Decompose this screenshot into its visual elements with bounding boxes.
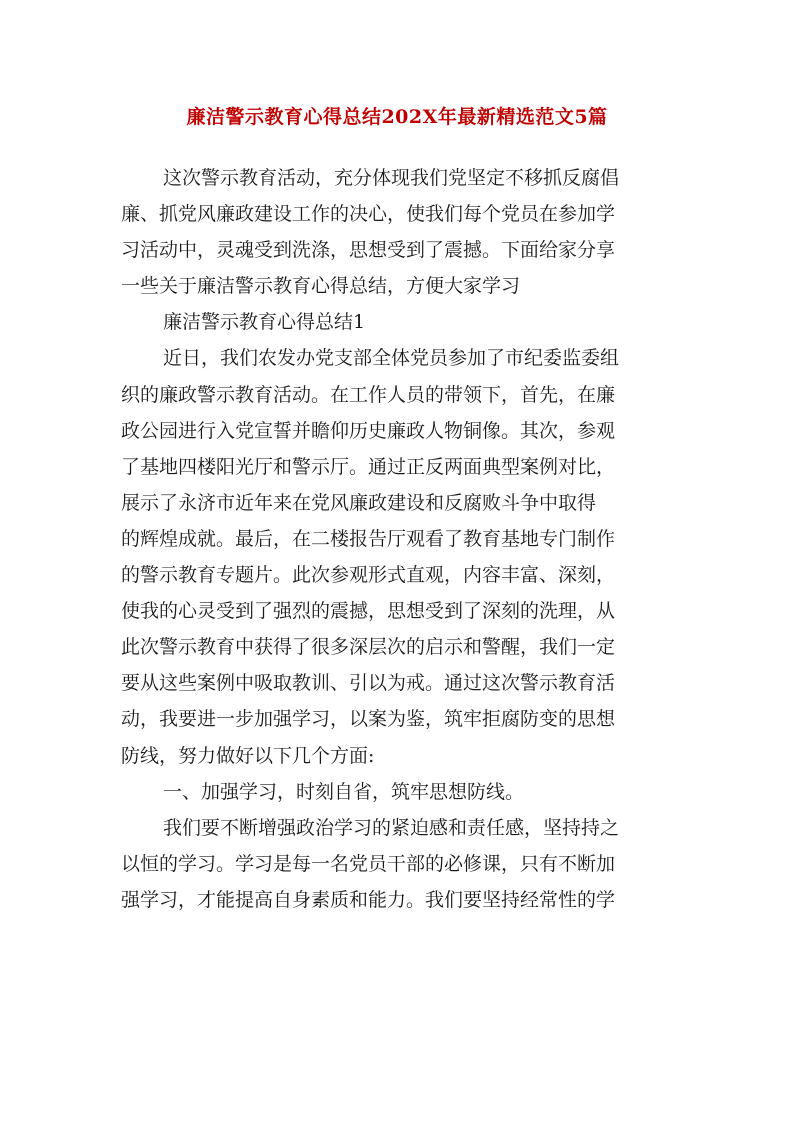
paragraph-line: 使我的心灵受到了强烈的震撼，思想受到了深刻的洗理，从 [121, 600, 616, 623]
paragraph-line: 强学习，才能提高自身素质和能力。我们要坚持经常性的学 [121, 888, 616, 911]
paragraph-line: 我们要不断增强政治学习的紧迫感和责任感，坚持持之 [163, 816, 620, 839]
paragraph-line: 近日，我们农发办党支部全体党员参加了市纪委监委组 [163, 347, 620, 370]
paragraph-line: 以恒的学习。学习是每一名党员干部的必修课，只有不断加 [121, 852, 616, 875]
paragraph-line: 习活动中，灵魂受到洗涤，思想受到了震撼。下面给家分享 [121, 239, 616, 262]
paragraph-line: 政公园进行入党宣誓并瞻仰历史廉政人物铜像。其次，参观 [121, 419, 616, 442]
paragraph-line: 动，我要进一步加强学习，以案为鉴，筑牢拒腐防变的思想 [121, 708, 616, 731]
paragraph-line: 展示了永济市近年来在党风廉政建设和反腐败斗争中取得 [121, 491, 597, 514]
paragraph-line: 要从这些案例中吸取教训、引以为戒。通过这次警示教育活 [121, 672, 616, 695]
paragraph-line: 了基地四楼阳光厅和警示厅。通过正反两面典型案例对比， [121, 455, 616, 478]
section-heading: 廉洁警示教育心得总结1 [163, 311, 366, 334]
document-title: 廉洁警示教育心得总结202X年最新精选范文5篇 [186, 106, 608, 128]
paragraph-line: 廉、抓党风廉政建设工作的决心，使我们每个党员在参加学 [121, 203, 616, 226]
paragraph-line: 此次警示教育中获得了很多深层次的启示和警醒，我们一定 [121, 636, 616, 659]
subsection-heading: 一、加强学习，时刻自省，筑牢思想防线。 [163, 780, 525, 803]
paragraph-line: 织的廉政警示教育活动。在工作人员的带领下，首先，在廉 [121, 383, 616, 406]
paragraph-line: 防线，努力做好以下几个方面: [121, 744, 375, 767]
paragraph-line: 的警示教育专题片。此次参观形式直观，内容丰富、深刻， [121, 564, 616, 587]
paragraph-line: 的辉煌成就。最后，在二楼报告厅观看了教育基地专门制作 [121, 527, 616, 550]
paragraph-line: 一些关于廉洁警示教育心得总结，方便大家学习 [121, 275, 521, 298]
paragraph-line: 这次警示教育活动，充分体现我们党坚定不移抓反腐倡 [163, 167, 620, 189]
document-body [121, 160, 687, 918]
